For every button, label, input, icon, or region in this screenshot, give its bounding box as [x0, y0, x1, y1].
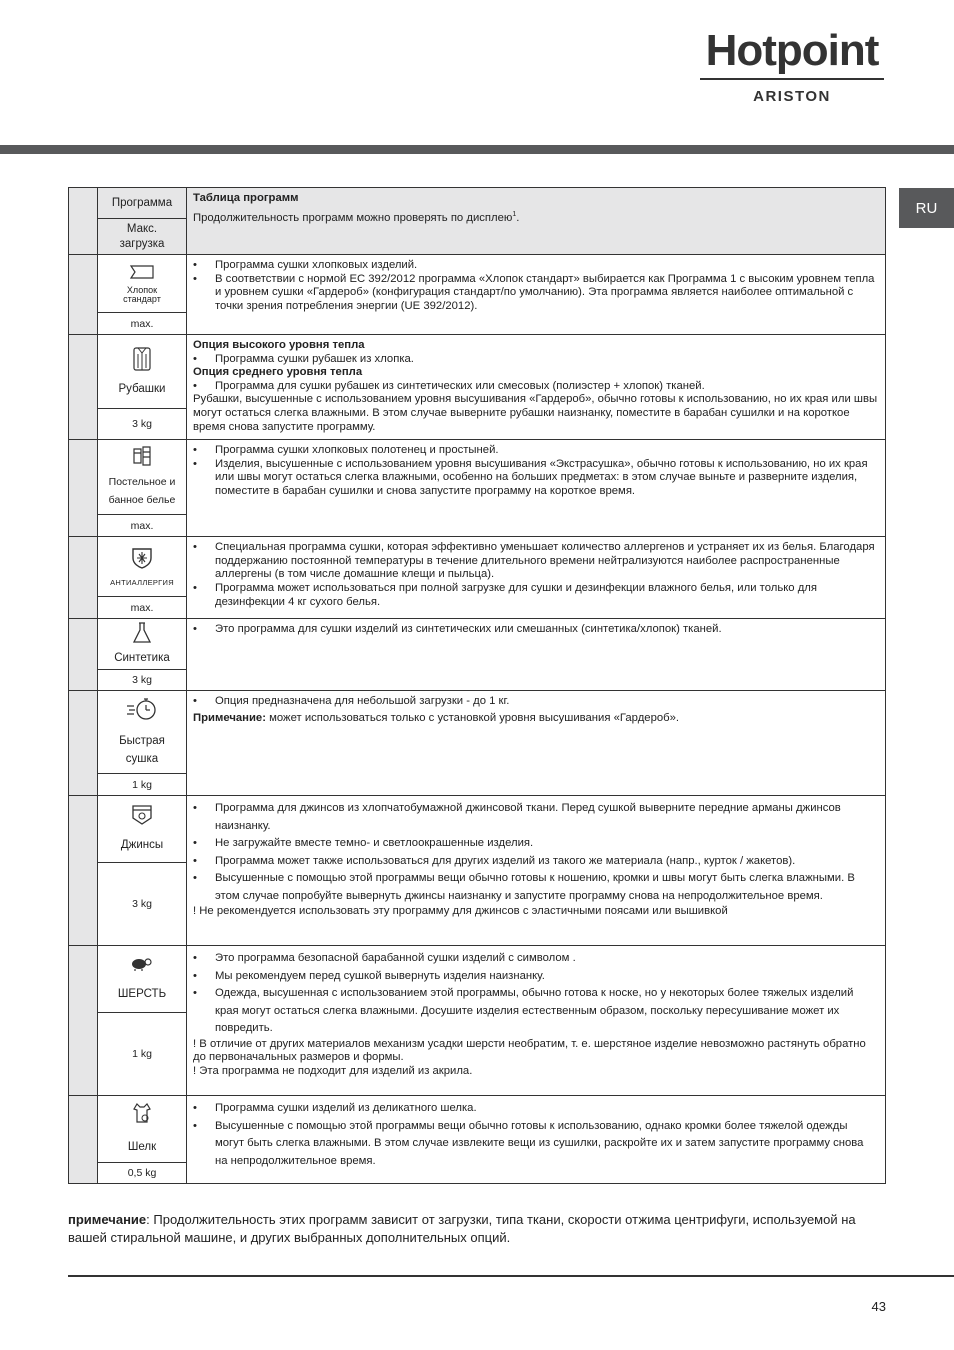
table-row — [69, 691, 886, 796]
program-quickdry-cell — [98, 691, 187, 796]
program-label-2: стандарт — [123, 293, 161, 304]
program-desc — [187, 946, 886, 1096]
list-item: • Специальная программа сушки, которая эффективно уменьшает количество аллергенов и устраняет их из белья. Благодаря поддержанию постоянной температуры в течение длительного времени нейтрализуются наиболее распространенные аллергены (в том числе домашние клещи и пыльца). — [193, 541, 879, 582]
silk-icon — [131, 1102, 153, 1126]
list-item: • Программа сушки изделий из деликатного шелка. — [193, 1100, 879, 1118]
program-label: Джинсы — [120, 839, 164, 852]
list-item: • Программа сушки рубашек из хлопка. — [193, 353, 879, 367]
wool-icon — [130, 955, 154, 971]
list-item: • Это программа безопасной барабанной сушки изделий с символом . — [193, 950, 879, 968]
table-row — [69, 946, 886, 1096]
program-wool-cell — [98, 946, 187, 1096]
program-jeans-cell — [98, 796, 187, 946]
list-item: • В соответствии с нормой ЕС 392/2012 программа «Хлопок стандарт» выбирается как Программа 1 с высоким уровнем тепла и уровнем сушки «Гардероб» (конфигурация стандарт/по умолчанию). Эта программа является наиболее оптимальной с точки зрения потребления энергии (UE 392/2012). — [193, 273, 879, 314]
program-note: Примечание: может использоваться только с установкой уровня высушивания «Гардероб». — [193, 711, 680, 724]
program-load: 3 kg — [98, 408, 186, 438]
list-item: • Не загружайте вместе темно- и светлоокрашенные изделия. — [193, 835, 879, 853]
program-warning: ! В отличие от других материалов механизм усадки шерсти необратим, т. е. шерстяное изделие невозможно растянуть обратно до первоначальных размеров и формы. — [193, 1037, 866, 1064]
list-item: • Программа сушки хлопковых полотенец и простыней. — [193, 444, 879, 458]
program-label: Синтетика — [114, 652, 170, 665]
program-desc — [187, 537, 886, 619]
program-label: Хлопок — [126, 284, 158, 295]
header-name-cell — [98, 188, 187, 255]
page-number: 43 — [871, 1299, 886, 1314]
list-item: • Программа может использоваться при полной загрузке для сушки и дезинфекции влажного белья, или только для дезинфекции 4 кг сухого белья. — [193, 582, 879, 609]
program-desc — [187, 1096, 886, 1184]
brand-logo — [700, 28, 884, 105]
bedding-icon — [131, 445, 153, 467]
program-load: max. — [98, 514, 186, 536]
program-table — [68, 187, 886, 1184]
list-item: • Высушенные с помощью этой программы вещи обычно готовы к использованию, однако кромки более тяжелой одежды могут быть слегка влажными. В этом случае извлеките вещи из сушилки, раскройте их и затем запустите программу снова на непродолжительное время. — [193, 1118, 879, 1171]
footnote — [68, 1211, 898, 1247]
program-shirts-cell — [98, 335, 187, 440]
table-row — [69, 440, 886, 537]
footnote-label: примечание — [68, 1212, 147, 1227]
program-desc — [187, 619, 886, 691]
list-item: • Опция предназначена для небольшой загрузки - до 1 кг. — [193, 695, 879, 709]
option-heading: Опция высокого уровня тепла — [193, 339, 365, 351]
program-load: max. — [98, 312, 186, 334]
table-row — [69, 1096, 886, 1184]
list-item: • Программа может также использоваться для других изделий из такого же материала (напр., курток / жакетов). — [193, 853, 879, 871]
flask-icon — [131, 621, 153, 645]
program-load: 1 kg — [98, 1012, 186, 1095]
program-desc — [187, 691, 886, 796]
table-title: Таблица программ — [193, 192, 299, 204]
table-row — [69, 255, 886, 335]
list-item: • Программа сушки хлопковых изделий. — [193, 259, 879, 273]
shirt-icon — [132, 346, 152, 372]
option-heading: Опция среднего уровня тепла — [193, 366, 363, 379]
program-antiallergy-cell — [98, 537, 187, 619]
program-warning: ! Эта программа не подходит для изделий из акрила. — [193, 1064, 473, 1077]
list-item: • Программа для сушки рубашек из синтетических или смесовых (полиэстер + хлопок) тканей. — [193, 380, 879, 394]
program-silk-cell — [98, 1096, 187, 1184]
program-synthetics-cell — [98, 619, 187, 691]
program-label: АНТИАЛЛЕРГИЯ — [110, 578, 174, 588]
table-subtitle: Продолжительность программ можно проверять по дисплею$^1$. — [193, 210, 520, 224]
cotton-icon — [129, 264, 155, 280]
program-load: 3 kg — [98, 669, 186, 690]
brand-name: Hotpoint — [705, 26, 879, 75]
list-item: • Программа для джинсов из хлопчатобумажной джинсовой ткани. Перед сушкой выверните передние арманы джинсов наизнанку. — [193, 800, 879, 835]
header-gray-cell — [69, 188, 98, 255]
program-load: 0,5 kg — [98, 1162, 186, 1183]
brand-divider — [700, 78, 884, 80]
program-label: ШЕРСТЬ — [117, 988, 167, 1001]
brand-sub: ARISTON — [753, 88, 831, 105]
table-row — [69, 796, 886, 946]
list-item: • Это программа для сушки изделий из синтетических или смешанных (синтетика/хлопок) тканей. — [193, 623, 879, 637]
header-program-label: Программа — [111, 197, 173, 209]
table-row — [69, 537, 886, 619]
program-cotton-cell — [98, 255, 187, 335]
language-tab: RU — [899, 188, 954, 228]
header-desc-cell — [187, 188, 886, 255]
program-bedding-cell — [98, 440, 187, 537]
list-item: • Мы рекомендуем перед сушкой вывернуть изделия наизнанку. — [193, 968, 879, 986]
list-item: • Высушенные с помощью этой программы вещи обычно готовы к ношению, кромки и швы могут быть слегка влажными. В этом случае попробуйте вывернуть джинсы наизнанку и запустите программу снова на непродолжительное время. — [193, 870, 879, 905]
header-max-load-label: Макс. загрузка — [98, 218, 186, 254]
program-label-2: сушка — [125, 753, 159, 766]
program-label-2: банное белье — [108, 494, 176, 507]
list-item: • Одежда, высушенная с использованием этой программы, обычно готова к носке, но у некоторых более тяжелых изделий края могут остаться слегка влажными. Досушите изделия естественным образом, поскольку пересушивание может их повредить. — [193, 985, 879, 1038]
program-label: Быстрая — [119, 735, 165, 748]
table-header-row — [69, 188, 886, 255]
program-desc — [187, 796, 886, 946]
program-load: 1 kg — [98, 773, 186, 795]
footnote-text: : Продолжительность этих программ зависит от загрузки, типа ткани, скорости отжима центрифуги, используемой на вашей стиральной машине, и других выбранных дополнительных опций. — [68, 1212, 856, 1245]
stopwatch-icon — [125, 696, 159, 722]
list-item: • Изделия, высушенные с использованием уровня высушивания «Экстрасушка», обычно готовы к использованию, но их края или швы могут остаться слегка влажными, особенно на больших предметах: в этом случае выньте и разверните изделия, поместите в барабан сушилки и снова запустите программу на короткое время. — [193, 458, 879, 499]
program-label: Шелк — [127, 1141, 157, 1154]
program-desc — [187, 440, 886, 537]
program-warning: ! Не рекомендуется использовать эту программу для джинсов с эластичными поясами или вышивкой — [193, 905, 728, 918]
program-label: Рубашки — [118, 382, 166, 395]
footer-divider — [68, 1275, 954, 1277]
program-desc — [187, 255, 886, 335]
program-text: Рубашки, высушенные с использованием уровня высушивания «Гардероб», обычно готовы к использованию, но их края или швы могут остаться слегка влажными. В этом случае выверните рубашки наизнанку, поместите в барабан сушилки и на короткое время снова запустите программу. — [193, 393, 878, 433]
program-load: 3 kg — [98, 862, 186, 945]
table-row — [69, 619, 886, 691]
program-load: max. — [98, 596, 186, 618]
table-row — [69, 335, 886, 440]
program-desc — [187, 335, 886, 440]
header-bar — [0, 145, 954, 154]
antiallergy-icon — [131, 546, 153, 570]
jeans-icon — [131, 804, 153, 826]
program-label: Постельное и — [108, 476, 176, 489]
